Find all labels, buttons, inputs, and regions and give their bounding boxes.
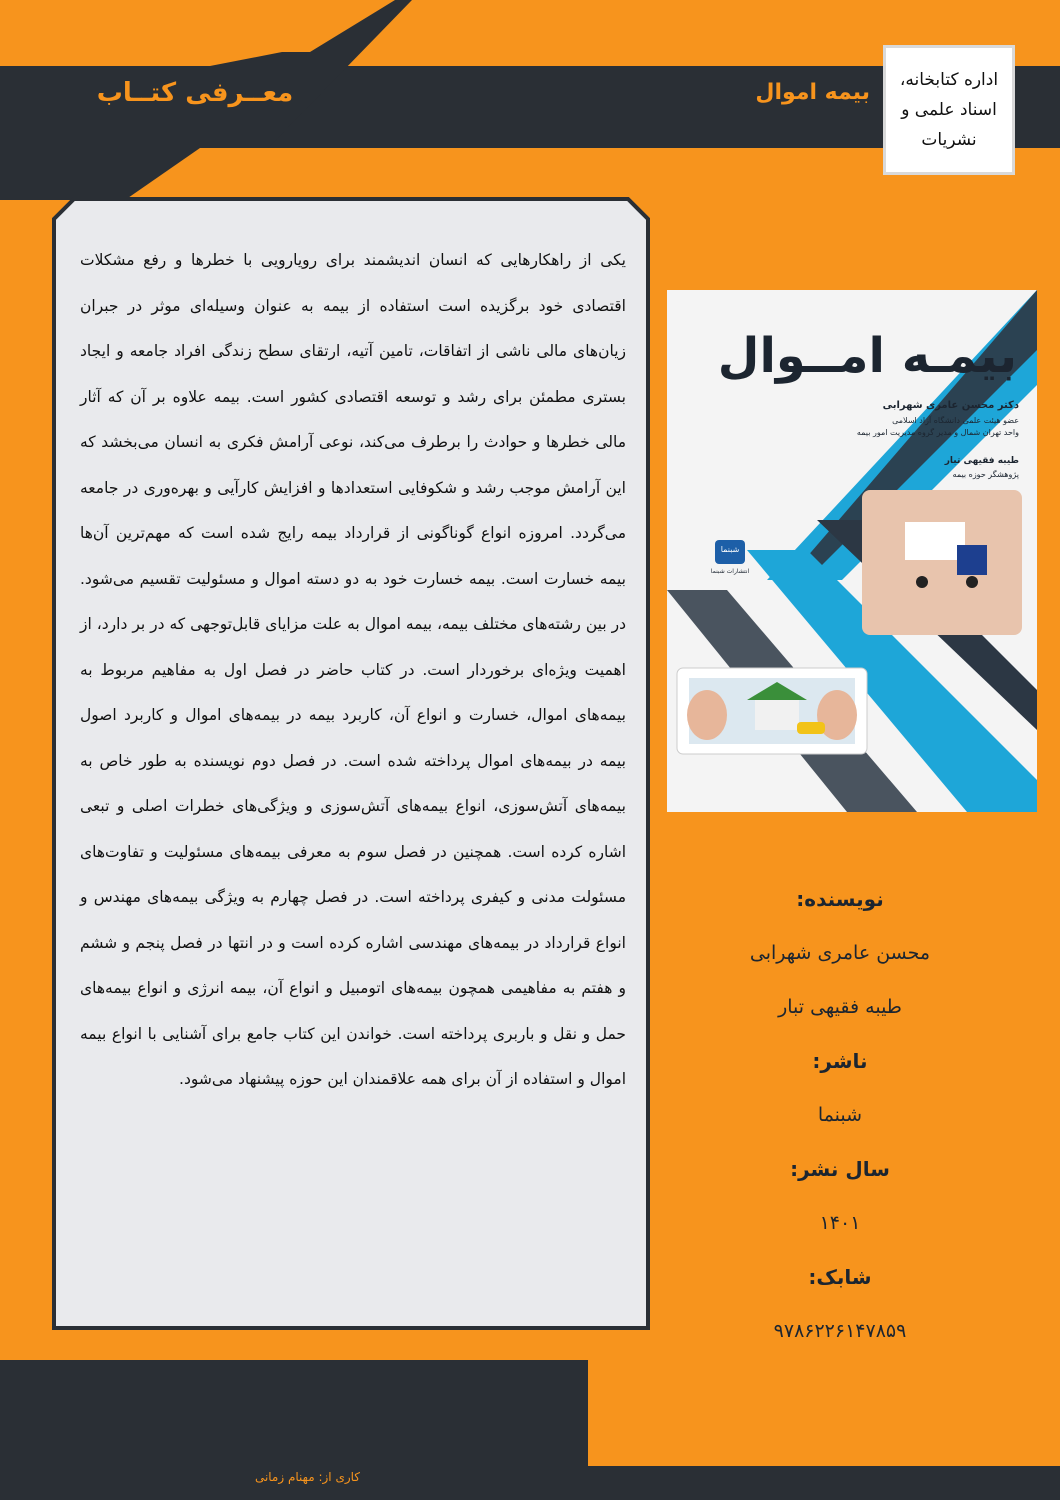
org-line-1: اداره کتابخانه،	[899, 70, 999, 90]
isbn-label: شابک:	[808, 1265, 872, 1289]
cover-author: دکتر محسن عامری شهرابی	[882, 400, 1019, 411]
footer-credit: کاری از: مهنام زمانی	[254, 1470, 360, 1484]
publisher-label: ناشر:	[812, 1049, 868, 1073]
publisher-logo: شبنما	[720, 545, 740, 554]
cover-coauthor-role: پژوهشگر حوزه بیمه	[952, 470, 1019, 479]
book-title-heading: بیمه اموال	[755, 80, 870, 105]
author-1: محسن عامری شهرابی	[749, 942, 931, 964]
section-label: معــرفی کتــاب	[96, 78, 294, 108]
cover-author-role-2: واحد تهران شمال و مدیر گروه مدیریت امور بیمه	[856, 428, 1019, 437]
author-2: طیبه فقیهی تبار	[778, 996, 902, 1018]
cover-author-role-1: عضو هیئت علمی دانشگاه آزاد اسلامی	[892, 416, 1019, 425]
book-cover-image	[667, 290, 1037, 812]
footer-strip	[0, 1466, 1060, 1500]
publisher-logo-caption: انتشارات شبنما	[710, 568, 750, 575]
cover-title: بیمـه امــوال	[717, 328, 1017, 384]
book-description: یکی از راهکارهایی که انسان اندیشمند برای رویارویی با خطرها و رفع مشکلات اقتصادی خود برگزیده است استفاده از بیمه به عنوان وسیله‌ای موثر در جبران زیان‌های مالی ناشی از اتفاقات، تامین آتیه، ارتقای سطح زندگی افراد جامعه و ایجاد بستری مطمئن برای رشد و توسعه اقتصادی کشور است. بیمه علاوه بر آن که آثار مالی خطرها و حوادث را برطرف می‌کند، نوعی آرامش فکری به انسان می‌بخشد که این آرامش موجب رشد و شکوفایی استعدادها و افزایش کارآیی و بهره‌وری در جامعه می‌گردد. امروزه انواع گوناگونی از قرارداد بیمه رایج شده است که مهم‌ترین آن‌ها بیمه خسارت است. بیمه خسارت خود به دو دسته اموال و مسئولیت تقسیم می‌شود. در بین رشته‌های مختلف بیمه، بیمه اموال به علت مزایای قابل‌توجهی که در بر دارد، از اهمیت ویژه‌ای برخوردار است. در کتاب حاضر در فصل اول به مفاهیم مربوط به بیمه‌های اموال، خسارت و انواع آن، کاربرد بیمه در بیمه‌های اموال و کاربرد اصول بیمه در بیمه‌های اموال پرداخته شده است. در فصل دوم نویسنده به طور خاص به بیمه‌های آتش‌سوزی، انواع بیمه‌های آتش‌سوزی و ویژگی‌های خطرات اصلی و تبعی اشاره کرده است. همچنین در فصل سوم به معرفی بیمه‌های مسئولیت و تفاوت‌های مسئولت مدنی و کیفری پرداخته است. در فصل چهارم به ویژگی بیمه‌های مهندس و انواع قرارداد در بیمه‌های مهندسی اشاره کرده است و در انتها در فصل پنجم و ششم و هفتم به مفاهیمی همچون بیمه‌های اتومبیل و انواع آن، بیمه انرژی و انواع بیمه‌های حمل و نقل و باربری پرداخته است. خواندن این کتاب جامع برای آشنایی با انواع بیمه اموال و استفاده از آن برای همه علاقمندان این حوزه پیشنهاد می‌شود.	[80, 251, 626, 1088]
organization-box	[883, 45, 1015, 175]
book-metadata	[700, 872, 980, 1358]
publish-year: ۱۴۰۱	[819, 1212, 861, 1234]
year-label: سال نشر:	[790, 1157, 890, 1181]
org-line-3: نشریات	[921, 130, 977, 150]
isbn-value: ۹۷۸۶۲۲۶۱۴۷۸۵۹	[773, 1320, 907, 1342]
author-label: نویسنده:	[796, 887, 884, 911]
org-line-2: اسناد علمی و	[901, 100, 997, 120]
cover-coauthor: طیبه فقیهی تبار	[944, 456, 1019, 466]
publisher-name: شبنما	[817, 1104, 863, 1126]
